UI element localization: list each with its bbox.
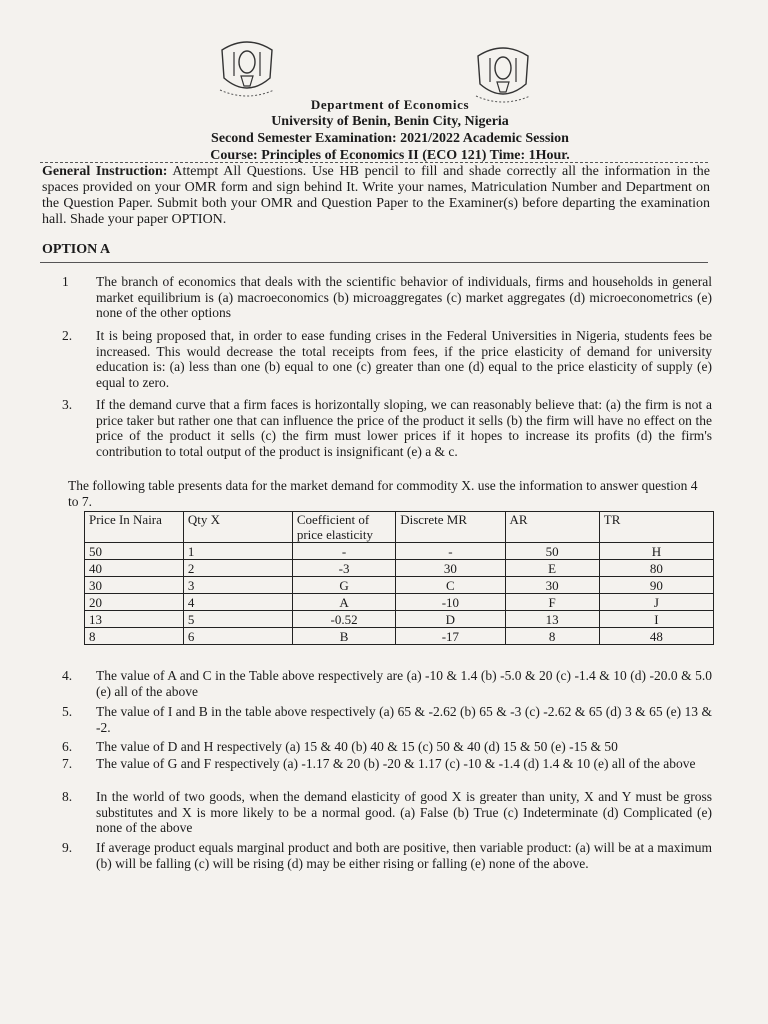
table-row [85, 560, 714, 577]
table-cell: H [599, 543, 713, 560]
question-7 [62, 756, 712, 772]
table-cell: 6 [183, 628, 292, 645]
table-cell: B [292, 628, 395, 645]
question-number: 2. [62, 328, 73, 343]
question-number: 4. [62, 668, 73, 683]
instruction-text: Attempt All Questions. Use HB pencil to fill and shade correctly all the information in the spaces provided on your OMR form and sign behind It. Write your names, Matriculation Number and Department on the Question Paper. Submit both your OMR and Question Paper to the Examiner(s) before departing the examination hall. Shade your paper OPTION. [42, 164, 711, 227]
table-cell: 20 [85, 594, 184, 611]
table-row [85, 577, 714, 594]
question-number: 5. [62, 704, 73, 719]
market-demand-table [84, 511, 714, 645]
question-number: 8. [62, 789, 73, 804]
table-cell: 50 [85, 543, 184, 560]
table-cell: -10 [396, 594, 505, 611]
question-number: 6. [62, 739, 73, 754]
question-4 [62, 668, 712, 699]
general-instruction [42, 164, 710, 228]
table-cell: F [505, 594, 599, 611]
table-row [85, 543, 714, 560]
table-cell: A [292, 594, 395, 611]
table-cell: -0.52 [292, 611, 395, 628]
table-cell: 30 [85, 577, 184, 594]
table-cell: I [599, 611, 713, 628]
table-cell: 8 [505, 628, 599, 645]
table-cell: 30 [396, 560, 505, 577]
header-divider [40, 162, 708, 163]
table-cell: -3 [292, 560, 395, 577]
question-text: It is being proposed that, in order to ease funding crises in the Federal Universities in Nigeria, students fees be increased. This would decrease the total receipts from fees, if the price elasticity of demand for university education is: (a) less than one (b) equal to one (c) greater than one (d) equal to the price elasticity of supply (e) equal to zero. [96, 328, 712, 390]
university-name: University of Benin, Benin City, Nigeria [271, 114, 509, 129]
question-5 [62, 704, 712, 735]
table-cell: -17 [396, 628, 505, 645]
question-text: The value of A and C in the Table above respectively are (a) -10 & 1.4 (b) -5.0 & 20 (c) -1.4 & 10 (d) -20.0 & 5.0 (e) all of the above [96, 668, 712, 699]
table-intro: The following table presents data for the market demand for commodity X. use the information to answer question 4 to 7. [68, 478, 698, 509]
exam-header [140, 96, 640, 164]
table-cell: 3 [183, 577, 292, 594]
table-cell: J [599, 594, 713, 611]
question-1 [62, 274, 712, 321]
question-text: The value of D and H respectively (a) 15 & 40 (b) 40 & 15 (c) 50 & 40 (d) 15 & 50 (e) -15 & 50 [96, 739, 618, 754]
table-cell: 4 [183, 594, 292, 611]
table-cell: 1 [183, 543, 292, 560]
table-cell: E [505, 560, 599, 577]
question-number: 1 [62, 274, 69, 289]
question-text: The value of I and B in the table above respectively (a) 65 & -2.62 (b) 65 & -3 (c) -2.62 & 65 (d) 3 & 65 (e) 13 & -2. [96, 704, 712, 735]
question-text: The value of G and F respectively (a) -1.17 & 20 (b) -20 & 1.17 (c) -10 & -1.4 (d) 1.4 & 10 (e) all of the above [96, 756, 696, 771]
department-name: Department of Economics [310, 97, 470, 112]
table-cell: 48 [599, 628, 713, 645]
table-row [85, 628, 714, 645]
question-number: 7. [62, 756, 73, 771]
question-number: 3. [62, 397, 73, 412]
table-cell: 5 [183, 611, 292, 628]
question-number: 9. [62, 840, 73, 855]
table-row [85, 611, 714, 628]
question-6 [62, 739, 712, 755]
table-cell: 90 [599, 577, 713, 594]
table-cell: - [396, 543, 505, 560]
table-cell: D [396, 611, 505, 628]
university-crest-left-icon [214, 38, 280, 100]
question-8 [62, 789, 712, 836]
table-cell: C [396, 577, 505, 594]
question-2 [62, 328, 712, 390]
table-cell: 80 [599, 560, 713, 577]
table-cell: 13 [505, 611, 599, 628]
table-row [85, 594, 714, 611]
question-9 [62, 840, 712, 871]
table-cell: 30 [505, 577, 599, 594]
question-text: If the demand curve that a firm faces is horizontally sloping, we can reasonably believe that: (a) the firm is not a price taker but rather one that can influence the price of the product it sells (b) the firm will have no effect on the price of the product it sells (c) the firm must lower prices if it hopes to increase its profits (d) the firm's contribution to total output of the product is insignificant (e) a & c. [96, 397, 712, 459]
col-elasticity: Coefficient of price elasticity [292, 512, 395, 543]
table-cell: - [292, 543, 395, 560]
table-cell: 50 [505, 543, 599, 560]
question-text: The branch of economics that deals with the scientific behavior of individuals, firms and households in general market equilibrium is (a) macroeconomics (b) microaggregates (c) market aggregates (d) microeconometrics (e) none of the other options [96, 274, 712, 320]
col-tr: TR [599, 512, 713, 543]
question-text: If average product equals marginal product and both are positive, then variable product: (a) will be at a maximum (b) will be falling (c) will be rising (d) may be either rising or falling (e) none of the above. [96, 840, 712, 871]
col-discrete-mr: Discrete MR [396, 512, 505, 543]
question-text: In the world of two goods, when the demand elasticity of good X is greater than unity, X and Y must be gross substitutes and X is more likely to be a normal good. (a) False (b) True (c) Indeterminate (d) Complicated (e) none of the above [96, 789, 712, 835]
table-cell: 2 [183, 560, 292, 577]
question-3 [62, 397, 712, 459]
col-price: Price In Naira [85, 512, 184, 543]
table-cell: 13 [85, 611, 184, 628]
col-ar: AR [505, 512, 599, 543]
course-title: Course: Principles of Economics II (ECO 121) Time: 1Hour. [210, 148, 570, 163]
table-cell: 40 [85, 560, 184, 577]
table-header-row [85, 512, 714, 543]
instruction-label: General Instruction: [42, 164, 168, 179]
option-divider [40, 262, 708, 263]
table-cell: 8 [85, 628, 184, 645]
exam-title: Second Semester Examination: 2021/2022 Academic Session [211, 131, 569, 146]
table-cell: G [292, 577, 395, 594]
option-heading: OPTION A [42, 242, 111, 257]
col-qty: Qty X [183, 512, 292, 543]
